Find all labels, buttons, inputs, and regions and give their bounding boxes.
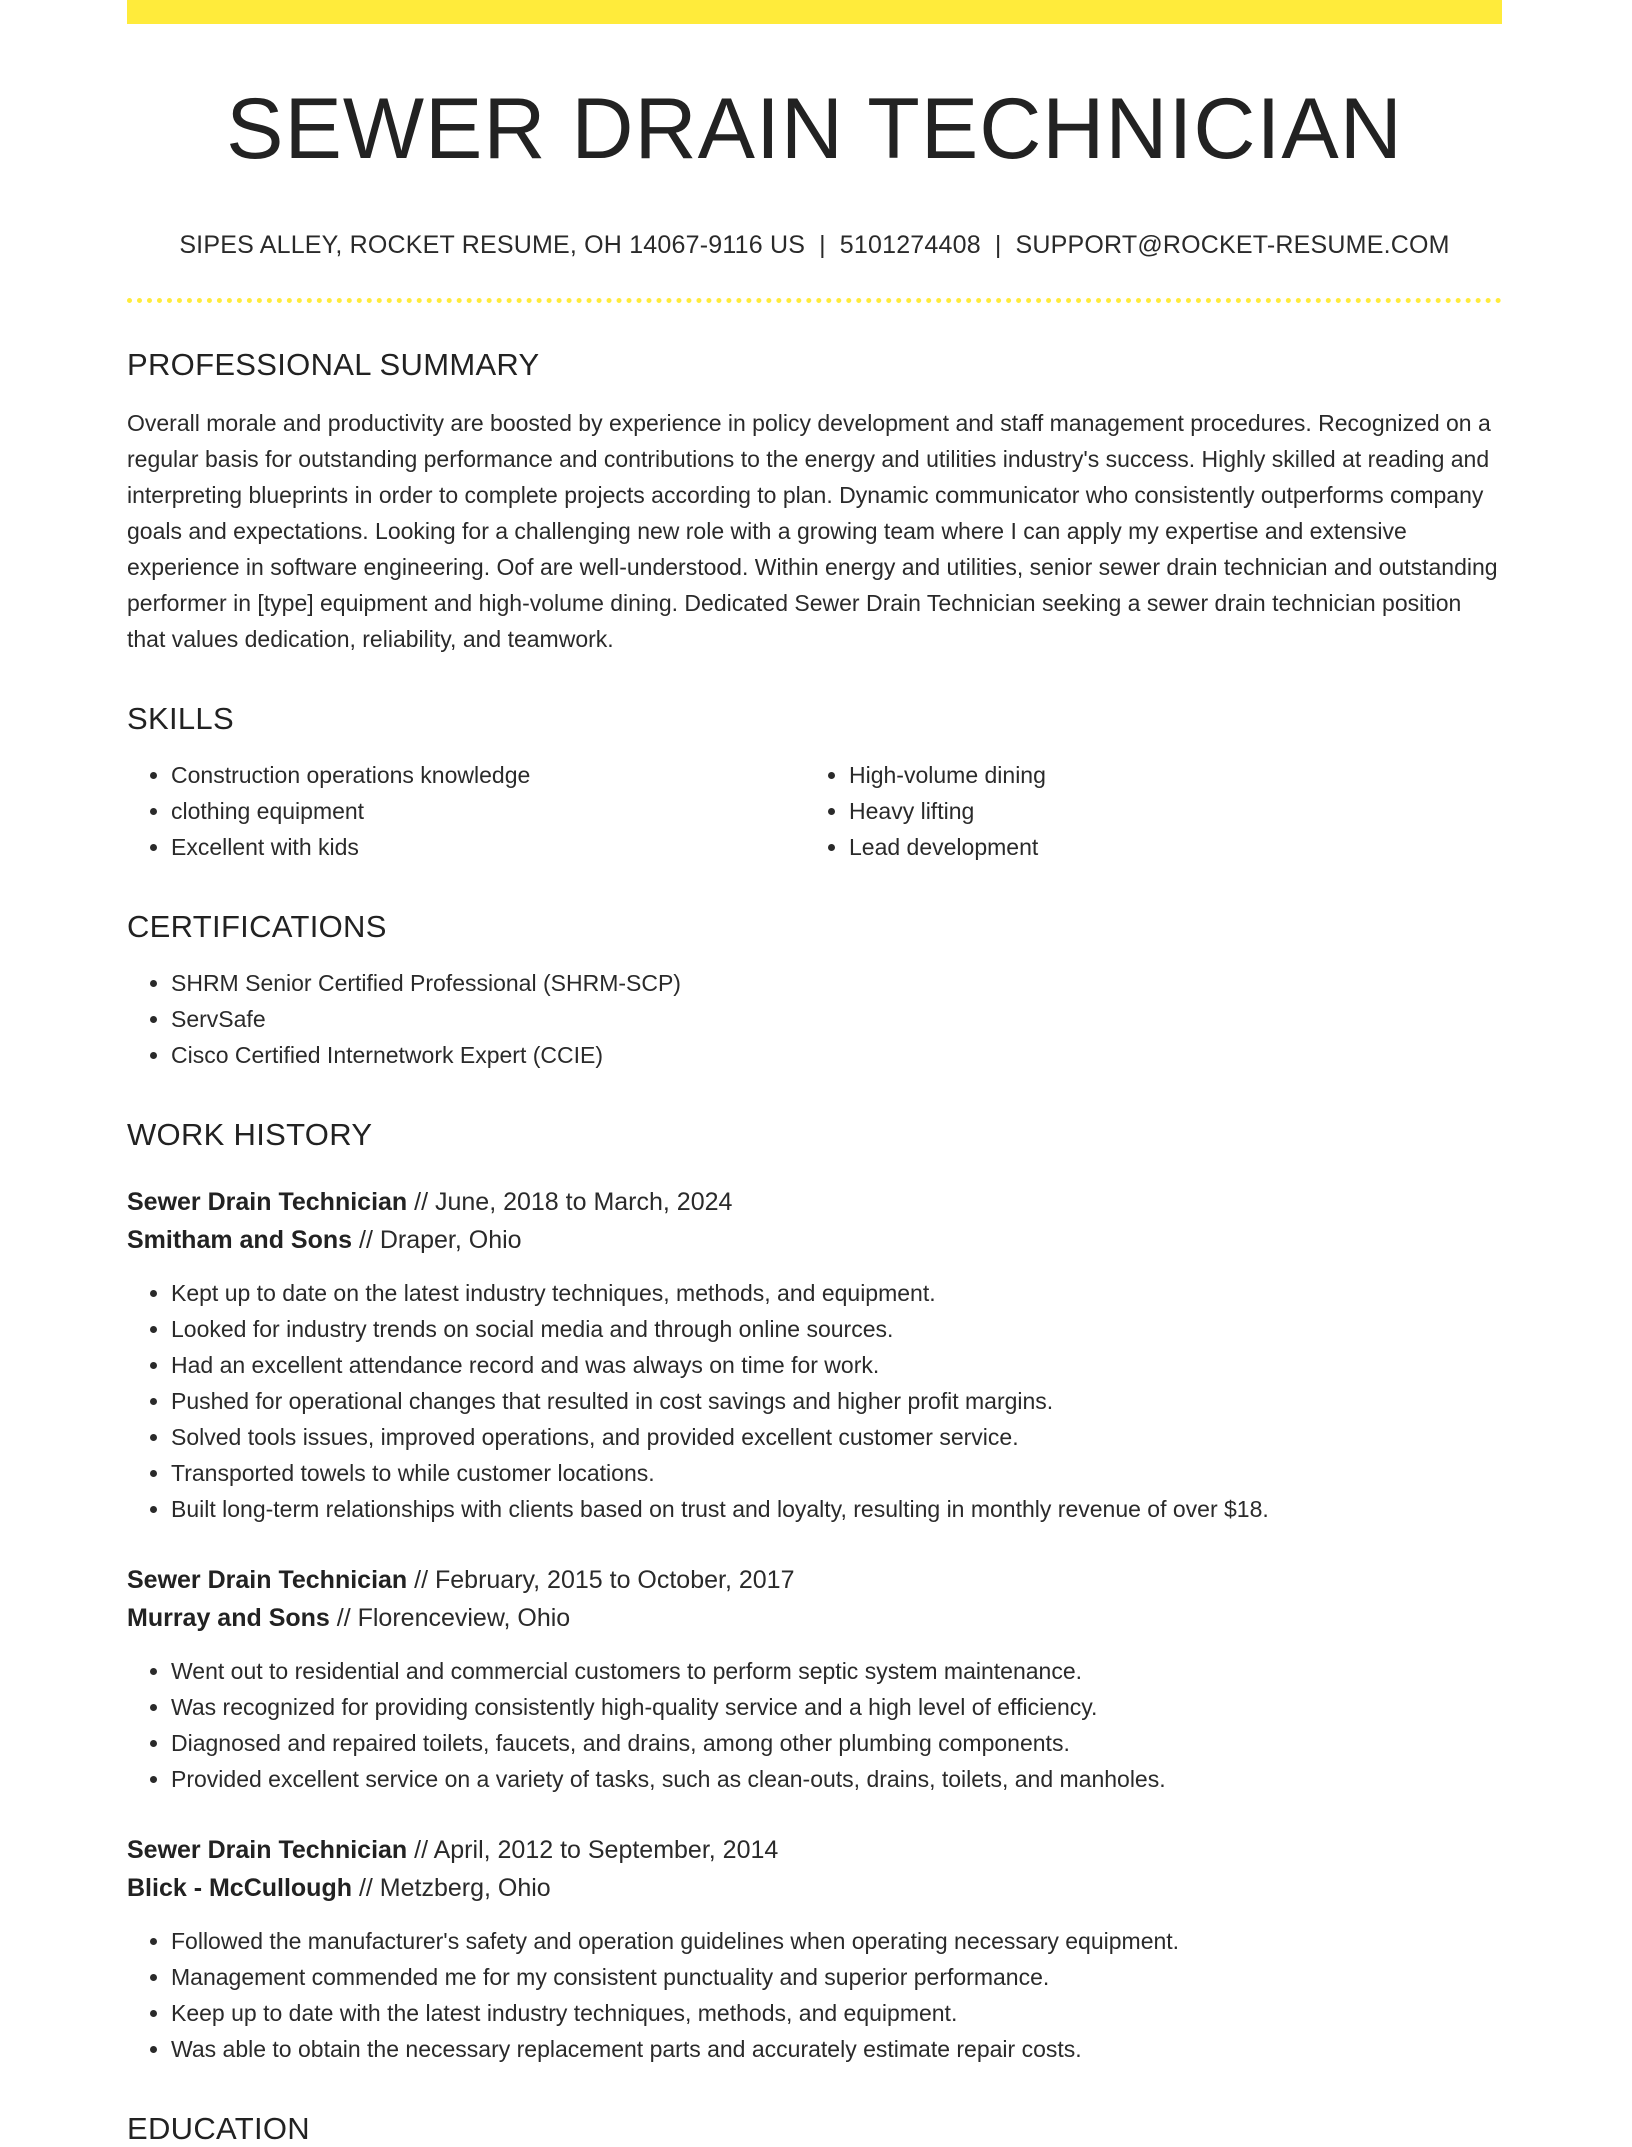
- job-duty: • Solved tools issues, improved operations, and provided excellent customer service.: [171, 1419, 1502, 1455]
- job-entry: [127, 1561, 1502, 1797]
- job-company: Murray and Sons: [127, 1603, 330, 1632]
- job-dates: // April, 2012 to September, 2014: [407, 1835, 779, 1864]
- job-location: // Florenceview, Ohio: [329, 1603, 571, 1632]
- contact-separator: |: [819, 230, 826, 259]
- contact-phone: 5101274408: [839, 230, 981, 259]
- job-role: Sewer Drain Technician: [127, 1835, 408, 1864]
- skills-list: [127, 757, 1502, 865]
- job-duty: • Had an excellent attendance record and was always on time for work.: [171, 1347, 1502, 1383]
- job-duties: [127, 1653, 1502, 1797]
- summary-text: Overall morale and productivity are boosted by experience in policy development and staff management procedures. Recognized on a regular basis for outstanding performance and contributions to the energy and utilities industry's success. Highly skilled at reading and interpreting blueprints in order to complete projects according to plan. Dynamic communicator who consistently outperforms company goals and expectations. Looking for a challenging new role with a growing team where I can apply my expertise and extensive experience in software engineering. Oof are well-understood. Within energy and utilities, senior sewer drain technician and outstanding performer in [type] equipment and high-volume dining. Dedicated Sewer Drain Technician seeking a sewer drain technician position that values dedication, reliability, and teamwork.: [127, 409, 1498, 652]
- skill-item: • Excellent with kids: [171, 829, 805, 865]
- skills-column-left: [127, 757, 805, 865]
- job-company-line: [127, 1599, 1502, 1637]
- job-location: // Draper, Ohio: [352, 1225, 522, 1254]
- job-role-line: [127, 1831, 1502, 1869]
- contact-email: SUPPORT@ROCKET-RESUME.COM: [1015, 230, 1450, 259]
- job-duty: • Went out to residential and commercial customers to perform septic system maintenance.: [171, 1653, 1502, 1689]
- contact-separator: |: [994, 230, 1002, 259]
- job-duty: • Looked for industry trends on social media and through online sources.: [171, 1311, 1502, 1347]
- job-dates: // February, 2015 to October, 2017: [407, 1565, 795, 1594]
- job-role-line: [127, 1561, 1502, 1599]
- work-history-heading: WORK HISTORY: [127, 1116, 373, 1152]
- skill-item: • Heavy lifting: [849, 793, 1483, 829]
- certification-item: • ServSafe: [171, 1001, 1502, 1037]
- job-dates: // June, 2018 to March, 2024: [407, 1187, 733, 1216]
- job-duty: • Was recognized for providing consistently high-quality service and a high level of efficiency.: [171, 1689, 1502, 1725]
- job-duty: • Transported towels to while customer locations.: [171, 1455, 1502, 1491]
- job-duty: • Provided excellent service on a variety of tasks, such as clean-outs, drains, toilets, and manholes.: [171, 1761, 1502, 1797]
- job-company: Smitham and Sons: [127, 1225, 353, 1254]
- dotted-divider: [127, 298, 1502, 303]
- skill-item: • Construction operations knowledge: [171, 757, 805, 793]
- certifications-list: [127, 965, 1502, 1073]
- job-entry: [127, 1183, 1502, 1527]
- job-company-line: [127, 1221, 1502, 1259]
- job-duty: • Kept up to date on the latest industry techniques, methods, and equipment.: [171, 1275, 1502, 1311]
- job-duty: • Diagnosed and repaired toilets, faucets, and drains, among other plumbing components.: [171, 1725, 1502, 1761]
- job-role-line: [127, 1183, 1502, 1221]
- skill-item: • clothing equipment: [171, 793, 805, 829]
- job-location: // Metzberg, Ohio: [352, 1873, 551, 1902]
- skill-item: • High-volume dining: [849, 757, 1483, 793]
- job-company-line: [127, 1869, 1502, 1907]
- certifications-heading: CERTIFICATIONS: [127, 908, 387, 944]
- job-duty: • Management commended me for my consistent punctuality and superior performance.: [171, 1959, 1502, 1995]
- job-role: Sewer Drain Technician: [127, 1187, 408, 1216]
- education-heading: EDUCATION: [127, 2110, 310, 2146]
- job-duty: • Pushed for operational changes that resulted in cost savings and higher profit margins.: [171, 1383, 1502, 1419]
- certification-item: • SHRM Senior Certified Professional (SHRM-SCP): [171, 965, 1502, 1001]
- summary-heading: PROFESSIONAL SUMMARY: [127, 346, 540, 382]
- job-company: Blick - McCullough: [127, 1873, 352, 1902]
- skills-heading: SKILLS: [127, 700, 234, 736]
- job-duty: • Keep up to date with the latest industry techniques, methods, and equipment.: [171, 1995, 1502, 2031]
- job-duties: [127, 1275, 1502, 1527]
- contact-address: SIPES ALLEY, ROCKET RESUME, OH 14067-9116 US: [179, 230, 806, 259]
- accent-bar: [127, 0, 1502, 24]
- job-role: Sewer Drain Technician: [127, 1565, 408, 1594]
- certification-item: • Cisco Certified Internetwork Expert (CCIE): [171, 1037, 1502, 1073]
- resume-page: [127, 0, 1502, 2147]
- job-duty: • Built long-term relationships with clients based on trust and loyalty, resulting in monthly revenue of over $18.: [171, 1491, 1502, 1527]
- skills-column-right: [805, 757, 1483, 865]
- job-entry: [127, 1831, 1502, 2067]
- job-duty: • Followed the manufacturer's safety and operation guidelines when operating necessary equipment.: [171, 1923, 1502, 1959]
- job-duty: • Was able to obtain the necessary replacement parts and accurately estimate repair costs.: [171, 2031, 1502, 2067]
- contact-line: [127, 231, 1502, 260]
- job-duties: [127, 1923, 1502, 2067]
- skill-item: • Lead development: [849, 829, 1483, 865]
- resume-title: SEWER DRAIN TECHNICIAN: [226, 81, 1403, 177]
